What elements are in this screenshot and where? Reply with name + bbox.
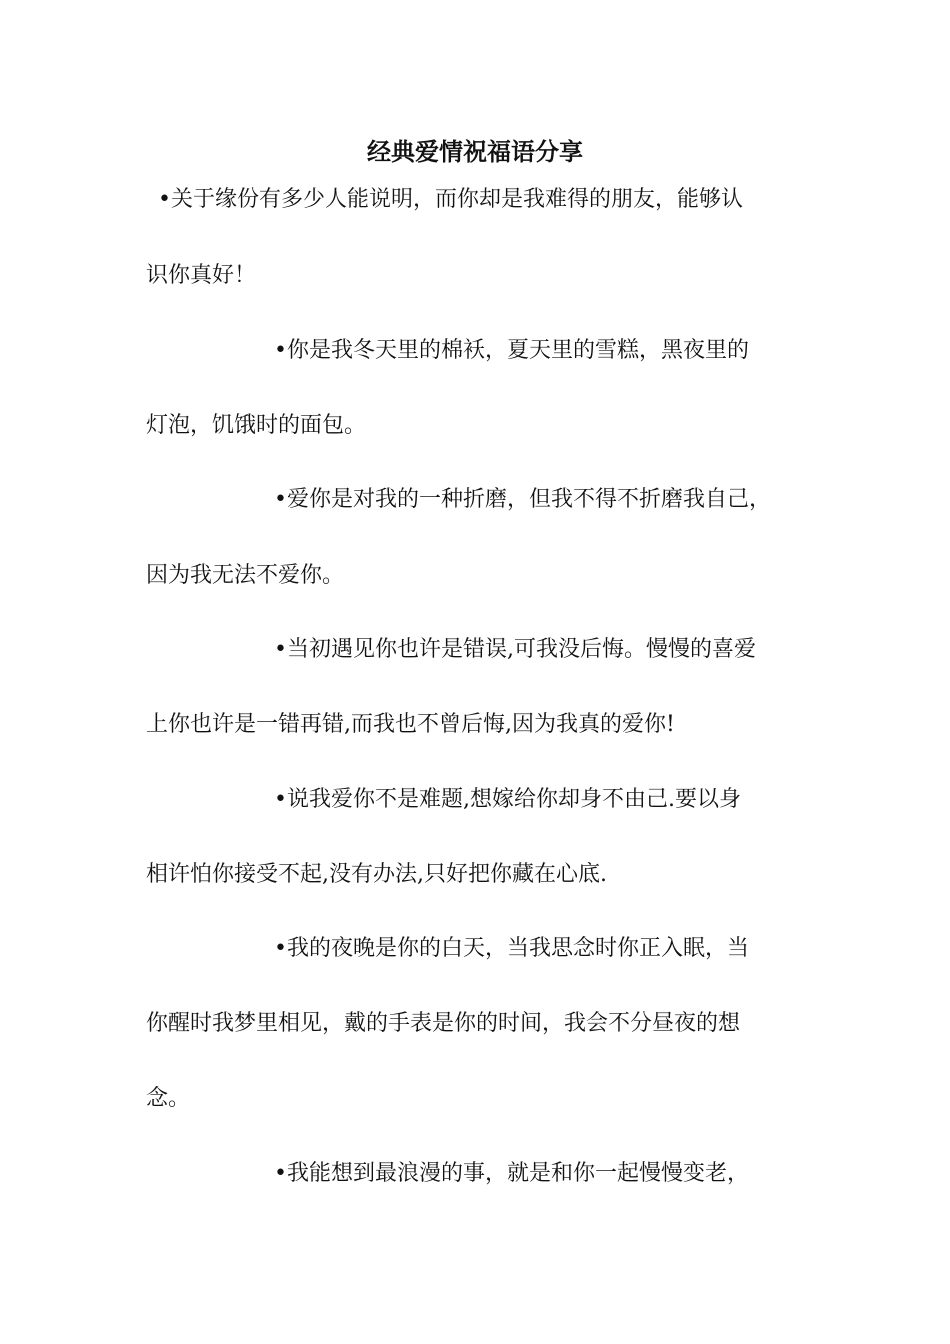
text-line: 灯泡，饥饿时的面包。 xyxy=(146,413,367,438)
text-line: •你是我冬天里的棉袄，夏天里的雪糕，黑夜里的 xyxy=(274,338,749,363)
text-line: •爱你是对我的一种折磨，但我不得不折磨我自己， xyxy=(274,487,771,512)
text-line: •当初遇见你也许是错误,可我没后悔。慢慢的喜爱 xyxy=(274,637,756,662)
text-line: 因为我无法不爱你。 xyxy=(146,563,345,588)
text-line: 上你也许是一错再错,而我也不曾后悔,因为我真的爱你! xyxy=(146,712,675,737)
text-line: 念。 xyxy=(146,1086,191,1111)
document-title: 经典爱情祝福语分享 xyxy=(367,137,583,166)
text-line: 你醒时我梦里相见，戴的手表是你的时间，我会不分昼夜的想 xyxy=(146,1011,741,1036)
text-line: •关于缘份有多少人能说明，而你却是我难得的朋友，能够认 xyxy=(158,187,743,212)
text-line: •我的夜晚是你的白天，当我思念时你正入眠，当 xyxy=(274,936,749,961)
text-line: •说我爱你不是难题,想嫁给你却身不由己.要以身 xyxy=(274,787,741,812)
text-line: 相许怕你接受不起,没有办法,只好把你藏在心底. xyxy=(146,862,607,887)
text-line: 识你真好！ xyxy=(146,263,257,288)
text-line: •我能想到最浪漫的事，就是和你一起慢慢变老， xyxy=(274,1161,749,1186)
